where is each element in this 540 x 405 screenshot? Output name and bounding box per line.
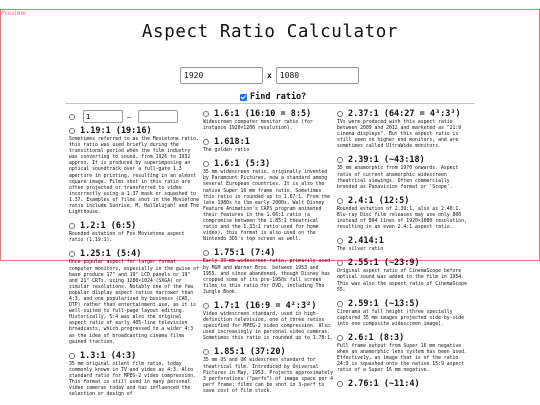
ratio-title: 2.39:1 (~43:18) <box>348 155 425 166</box>
width-input[interactable] <box>180 67 263 84</box>
divider <box>65 103 475 104</box>
ratio-title: 1.6:1 (16:10 = 8:5) <box>214 109 312 119</box>
ratio-description: 35 mm anamorphic from 1970 onwards. Aspect ratio of current anamorphic widescreen theatrical viewings. Often commercially branded as Panavision format or 'Scope'. <box>337 166 459 190</box>
ratio-column-2 <box>203 109 335 400</box>
ratio-title: 2.414:1 <box>348 236 384 247</box>
find-ratio-toggle[interactable] <box>240 92 306 102</box>
ratio-item <box>337 236 469 253</box>
ratio-item <box>203 301 335 342</box>
ratio-radio[interactable] <box>337 111 343 117</box>
ratio-item <box>337 196 469 231</box>
ratio-item-header[interactable] <box>203 248 335 258</box>
ratio-description: The golden ratio <box>203 148 250 154</box>
ratio-radio[interactable] <box>203 139 209 145</box>
dimension-inputs <box>180 66 359 84</box>
ratio-title: 1.3:1 (4:3) <box>80 350 137 361</box>
ratio-item <box>203 137 335 154</box>
ratio-item-header[interactable] <box>69 249 201 259</box>
ratio-description: Video widescreen standard, used in high-definition television, one of three ratios specified for MPEG-2 video compression. Also used increasingly in personal video cameras. Sometimes this ratio is rounded up to 1.78:1. <box>203 311 333 342</box>
ratio-description: 35 mm US and UK widescreen standard for theatrical film. Introduced by Universal Pictures in May, 1953. Projects approximately 3 perforations ("perfs") of image space per 4 perf frame; films can be shot in 3-perf to save cost of film stock. <box>203 358 333 394</box>
ratio-title: 2.55:1 (~23:9) <box>348 258 420 269</box>
ratio-item <box>69 351 201 399</box>
ratio-item-header[interactable] <box>337 379 469 389</box>
ratio-description: TVs were produced with this aspect ratio between 2009 and 2012 and marketed as "21:9 cinema displays". But this aspect ratio is still seen on higher end monitors, and are sometimes called UltraWide monitors. <box>337 120 462 150</box>
ratio-radio[interactable] <box>337 260 343 266</box>
find-ratio-label: Find ratio? <box>250 92 307 102</box>
ratio-item-header[interactable] <box>203 347 335 357</box>
ratio-list <box>337 109 469 389</box>
ratio-description: Rounded estation of 2.39:1, also as 2.40:1. Blu-ray Disc film releases may use only 800 instead of 804 lines of 1920×1080 resolution, resulting in an even 2.4:1 aspect ratio. <box>337 206 467 231</box>
ratio-item <box>69 249 201 345</box>
ratio-item <box>337 379 469 389</box>
ratio-title: 1.6:1 (5:3) <box>214 159 271 170</box>
ratio-title: 1.2:1 (6:5) <box>80 221 137 232</box>
ratio-title: 1.19:1 (19:16) <box>80 126 152 136</box>
ratio-radio[interactable] <box>337 301 343 307</box>
ratio-title: 1.85:1 (37:20) <box>214 347 286 358</box>
ratio-item-header[interactable] <box>203 137 335 147</box>
preview-label: Preview <box>1 10 26 17</box>
ratio-item <box>337 299 469 328</box>
ratio-item-header[interactable] <box>337 333 469 343</box>
ratio-radio[interactable] <box>337 335 343 341</box>
ratio-item <box>69 221 201 244</box>
ratio-item-header[interactable] <box>69 126 201 136</box>
ratio-radio[interactable] <box>203 250 209 256</box>
range-filter <box>69 110 201 123</box>
ratio-column-3 <box>337 109 469 394</box>
ratio-radio[interactable] <box>69 223 75 229</box>
ratio-description: Original aspect ratio of CinemaScope before optical sound was added to the film in 1954. This was also the aspect ratio of CinemaScope 55. <box>337 269 467 293</box>
ratio-description: 35 mm original silent film ratio, today commonly known in TV and video as 4:3. Also standard ratio for MPEG-2 video compression. This format is still used in many personal video cameras today and has influenced the selection or design of <box>69 361 197 398</box>
ratio-list <box>203 109 335 395</box>
ratio-item <box>203 248 335 296</box>
ratio-item <box>337 155 469 190</box>
ratio-description: The silver ratio <box>337 247 384 253</box>
ratio-item-header[interactable] <box>337 109 469 119</box>
ratio-item-header[interactable] <box>203 159 335 169</box>
find-ratio-checkbox[interactable] <box>240 94 247 101</box>
ratio-title: 2.4:1 (12:5) <box>348 195 410 206</box>
ratio-title: 1.618:1 <box>214 137 250 148</box>
ratio-item-header[interactable] <box>69 221 201 231</box>
ratio-description: Early 35 mm widescreen ratio, primarily used by MGM and Warner Bros. between 1953 and 1955, and since abandoned, though Disney has cropped some of its pre-1950s full screen films to this ratio for DVD, including The Jungle Book. <box>203 259 331 295</box>
ratio-radio[interactable] <box>337 381 343 387</box>
ratio-item-header[interactable] <box>337 236 469 246</box>
ratio-item-header[interactable] <box>337 258 469 268</box>
ratio-radio[interactable] <box>69 353 75 359</box>
ratio-title: 1.25:1 (5:4) <box>80 249 142 260</box>
ratio-item <box>69 126 201 216</box>
ratio-description: Once-popular aspect for larger format computer monitors, especially in the guise of base produce 17" and 19" LCD panels or 19" and 21" CRTs, using 1280×1024 (SXGA) or similar resolutions. Notably one of the few popular display aspect ratios narrower than 4:3, and one popularized by business (CAD, DTP) rather than entertainment use, as it is well-suited to full-page layout editing. Historically, 5:4 was also the original aspect ratio of early 405-line television broadcasts, which progressed to a wider 4:3 as the idea of broadcasting cinema films gained traction. <box>69 260 199 345</box>
ratio-radio[interactable] <box>203 111 209 117</box>
ratio-item-header[interactable] <box>203 301 335 311</box>
ratio-item-header[interactable] <box>69 351 201 361</box>
ratio-title: 2.37:1 (64:27 = 4³:3³) <box>348 109 461 119</box>
range-to-input[interactable] <box>138 110 178 123</box>
range-dash: – <box>127 112 132 121</box>
page-title: Aspect Ratio Calculator <box>141 22 399 42</box>
ratio-radio[interactable] <box>203 349 209 355</box>
ratio-radio[interactable] <box>337 238 343 244</box>
ratio-title: 1.75:1 (7:4) <box>214 248 276 259</box>
ratio-title: 2.6:1 (8:3) <box>348 332 405 343</box>
ratio-radio[interactable] <box>69 128 75 134</box>
ratio-title: 1.7:1 (16:9 = 4²:3²) <box>214 300 317 311</box>
ratio-description: Sometimes referred to as the Movietone ratio, this ratio was used briefly during the transitional period when the film industry was converting to sound, from 1926 to 1932 approx. It is produced by superimposing an optical soundtrack over a full-gate 1.3 aperture in printing, resulting in an almost square image. Films shot in this ratio are often projected or transferred to video incorrectly using a 1.37 mask or squashed to 1.37. Examples of films shot in the Movietone ratio include Sunrise, M, Hallelujah! and The Lighthouse. <box>69 137 199 216</box>
ratio-radio[interactable] <box>203 303 209 309</box>
ratio-item <box>337 109 469 150</box>
ratio-description: Rounded estation of Fox Movietone aspect ratio (1.19:1). <box>69 232 185 244</box>
ratio-item-header[interactable] <box>337 299 469 309</box>
ratio-description: Full frame output from Super 16 mm negative when an anamorphic lens system has been used. Effectively, an image that is of the ratio 24:9 is squashed onto the native 15:9 aspect ratio of a Super 16 mm negative. <box>337 343 467 374</box>
ratio-item <box>337 258 469 293</box>
ratio-item-header[interactable] <box>203 109 335 119</box>
ratio-item <box>203 347 335 395</box>
height-input[interactable] <box>276 67 359 84</box>
ratio-description: 35 mm widescreen ratio, originally invented by Paramount Pictures, now a standard among several European countries. It is also the native Super 16 mm frame ratio. Sometimes this ratio is rounded up to 1.67:1. From the late 1980s to the early 2000s, Walt Disney Feature Animation's CAPS program animated their features in the 1.66:1 ratio (a compromise between the 1.85:1 theatrical ratio and the 1.33:1 ratio used for home video), this format is also used on the Nintendo 3DS's top screen as well. <box>203 170 331 243</box>
ratio-radio[interactable] <box>337 157 343 163</box>
times-label: x <box>267 70 272 80</box>
ratio-item <box>337 333 469 374</box>
ratio-column-1 <box>69 109 201 403</box>
ratio-item <box>203 159 335 243</box>
range-radio[interactable] <box>69 114 75 120</box>
ratio-description: Cinerama at full height (three specially captured 35 mm images projected side-by-side into one composite widescreen image). <box>337 309 465 327</box>
ratio-item-header[interactable] <box>337 155 469 165</box>
ratio-title: 2.59:1 (~13:5) <box>348 298 420 309</box>
ratio-radio[interactable] <box>203 161 209 167</box>
ratio-radio[interactable] <box>337 198 343 204</box>
ratio-item <box>203 109 335 132</box>
ratio-list <box>69 126 201 398</box>
ratio-item-header[interactable] <box>337 196 469 206</box>
ratio-description: Widescreen computer monitor ratio (for instance 1920×1200 resolution). <box>203 120 313 132</box>
range-from-input[interactable] <box>83 110 123 123</box>
ratio-title: 2.76:1 (~11:4) <box>348 379 420 390</box>
ratio-radio[interactable] <box>69 251 75 257</box>
